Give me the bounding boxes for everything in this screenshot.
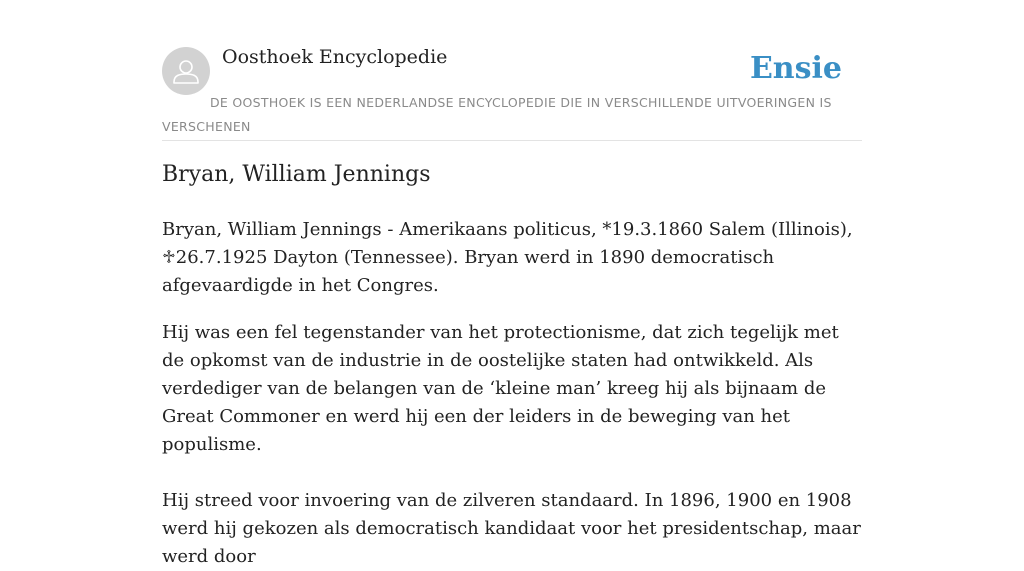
article-paragraph: Hij streed voor invoering van de zilveren standaard. In 1896, 1900 en 1908 werd hij gekozen als democratisch kandidaat voor het presidentschap, maar werd door: [162, 490, 861, 567]
article-paragraph: Bryan, William Jennings - Amerikaans politicus, *19.3.1860 Salem (Illinois), ♱26.7.1925 Dayton (Tennessee). Bryan werd in 1890 democratisch afgevaardigde in het Congres.: [162, 219, 853, 296]
article-title: Bryan, William Jennings: [162, 162, 431, 187]
site-name-link[interactable]: Oosthoek Encyclopedie: [222, 46, 448, 68]
avatar[interactable]: [162, 47, 210, 95]
user-icon: [162, 47, 210, 95]
site-tagline: DE OOSTHOEK IS EEN NEDERLANDSE ENCYCLOPEDIE DIE IN VERSCHILLENDE UITVOERINGEN IS VERSCHENEN: [162, 95, 832, 134]
article-paragraph: Hij was een fel tegenstander van het protectionisme, dat zich tegelijk met de opkomst van de industrie in de oostelijke staten had ontwikkeld. Als verdediger van de belangen van de ‘kleine man’ kreeg hij als bijnaam de Great Commoner en werd hij een der leiders in de beweging van het populisme.: [162, 322, 839, 455]
article-body: [162, 216, 866, 571]
brand-logo-link[interactable]: Ensie: [749, 51, 842, 86]
site-header: [162, 44, 862, 141]
